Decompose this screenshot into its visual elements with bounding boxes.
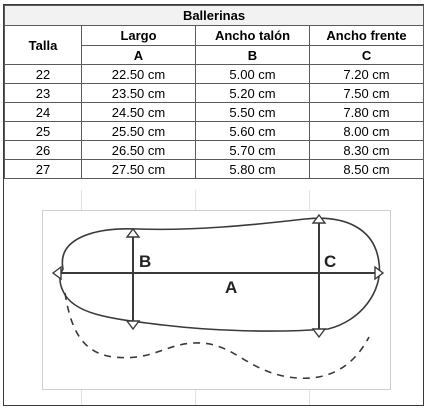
length-cell[interactable]: 27.50 cm: [82, 160, 196, 179]
heel-width-cell[interactable]: 5.80 cm: [196, 160, 310, 179]
label-c: C: [324, 252, 337, 271]
heel-arrow-top: [127, 229, 139, 237]
front-width-cell[interactable]: 7.50 cm: [310, 84, 424, 103]
size-cell[interactable]: 23: [5, 84, 82, 103]
table-row: [5, 84, 424, 103]
size-cell[interactable]: 27: [5, 160, 82, 179]
front-width-letter[interactable]: C: [310, 46, 424, 65]
length-cell[interactable]: 22.50 cm: [82, 65, 196, 84]
size-cell[interactable]: 22: [5, 65, 82, 84]
size-header[interactable]: Talla: [5, 26, 82, 65]
shoe-measurement-diagram: [42, 210, 391, 390]
table-row: [5, 122, 424, 141]
length-header[interactable]: Largo: [82, 26, 196, 46]
length-letter[interactable]: A: [82, 46, 196, 65]
length-cell[interactable]: 25.50 cm: [82, 122, 196, 141]
heel-width-cell[interactable]: 5.60 cm: [196, 122, 310, 141]
shoe-dashed-outline: [65, 293, 369, 378]
heel-width-cell[interactable]: 5.20 cm: [196, 84, 310, 103]
front-width-cell[interactable]: 8.00 cm: [310, 122, 424, 141]
label-b: B: [139, 252, 152, 271]
heel-width-letter[interactable]: B: [196, 46, 310, 65]
table-row: [5, 141, 424, 160]
length-cell[interactable]: 23.50 cm: [82, 84, 196, 103]
front-width-cell[interactable]: 7.80 cm: [310, 103, 424, 122]
size-cell[interactable]: 25: [5, 122, 82, 141]
size-cell[interactable]: 24: [5, 103, 82, 122]
front-width-cell[interactable]: 8.50 cm: [310, 160, 424, 179]
front-width-header[interactable]: Ancho frente: [310, 26, 424, 46]
table-body: [5, 65, 424, 179]
front-arrow-bottom: [313, 329, 325, 337]
label-a: A: [225, 278, 238, 297]
length-arrow-left: [53, 267, 61, 279]
heel-width-cell[interactable]: 5.70 cm: [196, 141, 310, 160]
front-width-cell[interactable]: 7.20 cm: [310, 65, 424, 84]
shoe-outline-svg: [43, 211, 390, 389]
table-row: [5, 160, 424, 179]
length-cell[interactable]: 26.50 cm: [82, 141, 196, 160]
table-row: [5, 103, 424, 122]
length-cell[interactable]: 24.50 cm: [82, 103, 196, 122]
spreadsheet-sheet: [3, 4, 424, 406]
size-cell[interactable]: 26: [5, 141, 82, 160]
table-row: [5, 65, 424, 84]
shoe-outline: [60, 218, 379, 331]
heel-arrow-bottom: [127, 321, 139, 329]
size-table: [4, 5, 424, 179]
table-title[interactable]: Ballerinas: [5, 6, 424, 26]
heel-width-cell[interactable]: 5.50 cm: [196, 103, 310, 122]
heel-width-header[interactable]: Ancho talón: [196, 26, 310, 46]
front-width-cell[interactable]: 8.30 cm: [310, 141, 424, 160]
heel-width-cell[interactable]: 5.00 cm: [196, 65, 310, 84]
